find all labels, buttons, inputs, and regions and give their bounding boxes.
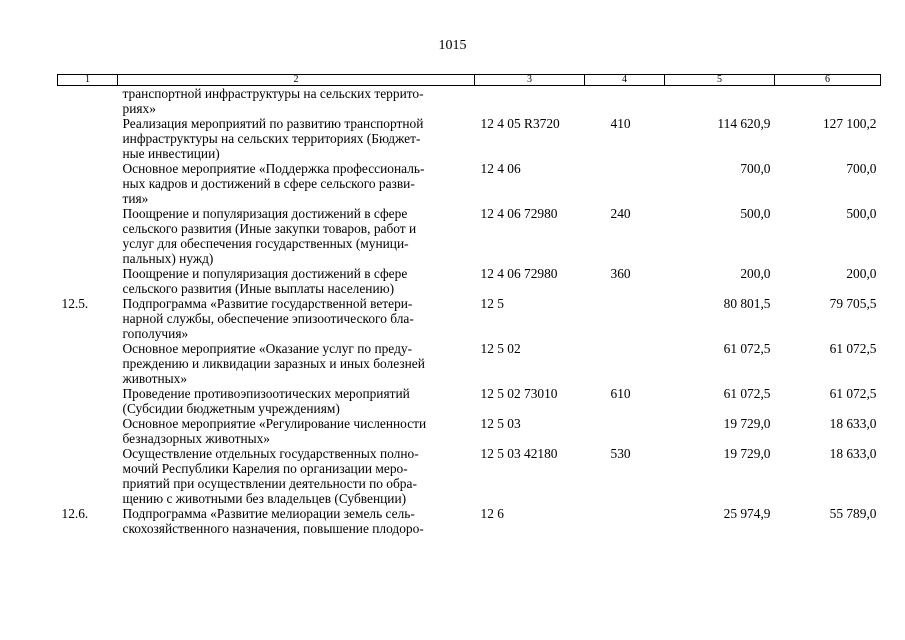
table-row <box>58 446 881 506</box>
row-sum-year-1: 19 729,0 <box>723 446 771 461</box>
row-target-code: 12 4 06 72980 <box>480 266 558 281</box>
row-name: Основное мероприятие «Поддержка профессиональ- ных кадров и достижений в сфере сельского разви- тия» <box>122 161 425 206</box>
row-name: Проведение противоэпизоотических мероприятий (Субсидии бюджетным учреждениям) <box>122 386 410 416</box>
header-col-1: 1 <box>58 75 118 86</box>
table-row <box>58 161 881 206</box>
table-row <box>58 206 881 266</box>
row-expense-type: 530 <box>610 446 631 461</box>
row-sum-year-2: 700,0 <box>846 161 877 176</box>
table-row <box>58 296 881 341</box>
row-sum-year-2: 61 072,5 <box>829 386 877 401</box>
row-target-code: 12 5 03 42180 <box>480 446 558 461</box>
row-name: Осуществление отдельных государственных полно- мочий Республики Карелия по организации меро- приятий при осуществлении деятельности по обра- щению с животными без владельцев (Субвенции) <box>122 446 419 506</box>
row-target-code: 12 6 <box>480 506 504 521</box>
row-number: 12.5. <box>61 296 89 311</box>
table-row <box>58 416 881 446</box>
table-header <box>58 75 881 86</box>
row-expense-type: 610 <box>610 386 631 401</box>
header-col-4: 4 <box>585 75 665 86</box>
row-sum-year-1: 19 729,0 <box>723 416 771 431</box>
row-target-code: 12 5 03 <box>480 416 521 431</box>
row-sum-year-1: 61 072,5 <box>723 386 771 401</box>
table-row <box>58 116 881 161</box>
row-sum-year-1: 700,0 <box>740 161 771 176</box>
table-row <box>58 506 881 536</box>
row-expense-type <box>585 416 665 446</box>
row-sum-year-1: 80 801,5 <box>723 296 771 311</box>
row-name: Реализация мероприятий по развитию транспортной инфраструктуры на сельских территориях (Бюджет- ные инвестиции) <box>122 116 424 161</box>
row-number <box>58 86 118 117</box>
row-expense-type <box>585 86 665 117</box>
row-name: Основное мероприятие «Оказание услуг по преду- преждению и ликвидации заразных и иных болезней животных» <box>122 341 425 386</box>
row-sum-year-2: 61 072,5 <box>829 341 877 356</box>
row-sum-year-2: 55 789,0 <box>829 506 877 521</box>
row-expense-type <box>585 161 665 206</box>
row-target-code: 12 5 02 73010 <box>480 386 558 401</box>
row-sum-year-2: 18 633,0 <box>829 416 877 431</box>
row-number <box>58 266 118 296</box>
header-col-3: 3 <box>475 75 585 86</box>
row-expense-type <box>585 296 665 341</box>
row-sum-year-1: 114 620,9 <box>717 116 771 131</box>
row-expense-type <box>585 341 665 386</box>
row-sum-year-1: 500,0 <box>740 206 771 221</box>
row-expense-type <box>585 506 665 536</box>
header-col-5: 5 <box>665 75 775 86</box>
row-number <box>58 161 118 206</box>
row-sum-year-2: 500,0 <box>846 206 877 221</box>
header-col-2: 2 <box>118 75 475 86</box>
table-body <box>58 86 881 537</box>
row-sum-year-1: 61 072,5 <box>723 341 771 356</box>
row-sum-year-2: 127 100,2 <box>822 116 877 131</box>
row-expense-type: 410 <box>610 116 631 131</box>
row-target-code: 12 4 06 72980 <box>480 206 558 221</box>
row-sum-year-1: 25 974,9 <box>723 506 771 521</box>
row-number <box>58 206 118 266</box>
budget-table <box>57 74 881 536</box>
table-row <box>58 86 881 117</box>
row-number <box>58 116 118 161</box>
table-row <box>58 266 881 296</box>
row-sum-year-1 <box>665 86 775 117</box>
row-number <box>58 386 118 416</box>
row-name: транспортной инфраструктуры на сельских террито- риях» <box>122 86 424 116</box>
page-number: 1015 <box>438 38 467 53</box>
row-number <box>58 341 118 386</box>
row-number <box>58 446 118 506</box>
row-target-code: 12 5 <box>480 296 504 311</box>
row-name: Подпрограмма «Развитие мелиорации земель сель- скохозяйственного назначения, повышение плодоро- <box>122 506 424 536</box>
row-name: Поощрение и популяризация достижений в сфере сельского развития (Иные выплаты населению) <box>122 266 408 296</box>
row-target-code: 12 4 05 R3720 <box>480 116 560 131</box>
header-col-6: 6 <box>775 75 881 86</box>
row-sum-year-2 <box>775 86 881 117</box>
row-target-code: 12 5 02 <box>480 341 521 356</box>
row-sum-year-2: 200,0 <box>846 266 877 281</box>
row-name: Поощрение и популяризация достижений в сфере сельского развития (Иные закупки товаров, работ и услуг для обеспечения государственных (муници- пальных) нужд) <box>122 206 417 266</box>
table-row <box>58 386 881 416</box>
row-name: Подпрограмма «Развитие государственной ветери- нарной службы, обеспечение эпизоотического бла- гополучия» <box>122 296 414 341</box>
row-sum-year-2: 18 633,0 <box>829 446 877 461</box>
row-expense-type: 240 <box>610 206 631 221</box>
row-sum-year-1: 200,0 <box>740 266 771 281</box>
table-row <box>58 341 881 386</box>
row-sum-year-2: 79 705,5 <box>829 296 877 311</box>
row-number: 12.6. <box>61 506 89 521</box>
row-number <box>58 416 118 446</box>
header-row <box>58 75 881 86</box>
row-target-code: 12 4 06 <box>480 161 521 176</box>
row-name: Основное мероприятие «Регулирование численности безнадзорных животных» <box>122 416 427 446</box>
row-target-code <box>475 86 585 117</box>
row-expense-type: 360 <box>610 266 631 281</box>
